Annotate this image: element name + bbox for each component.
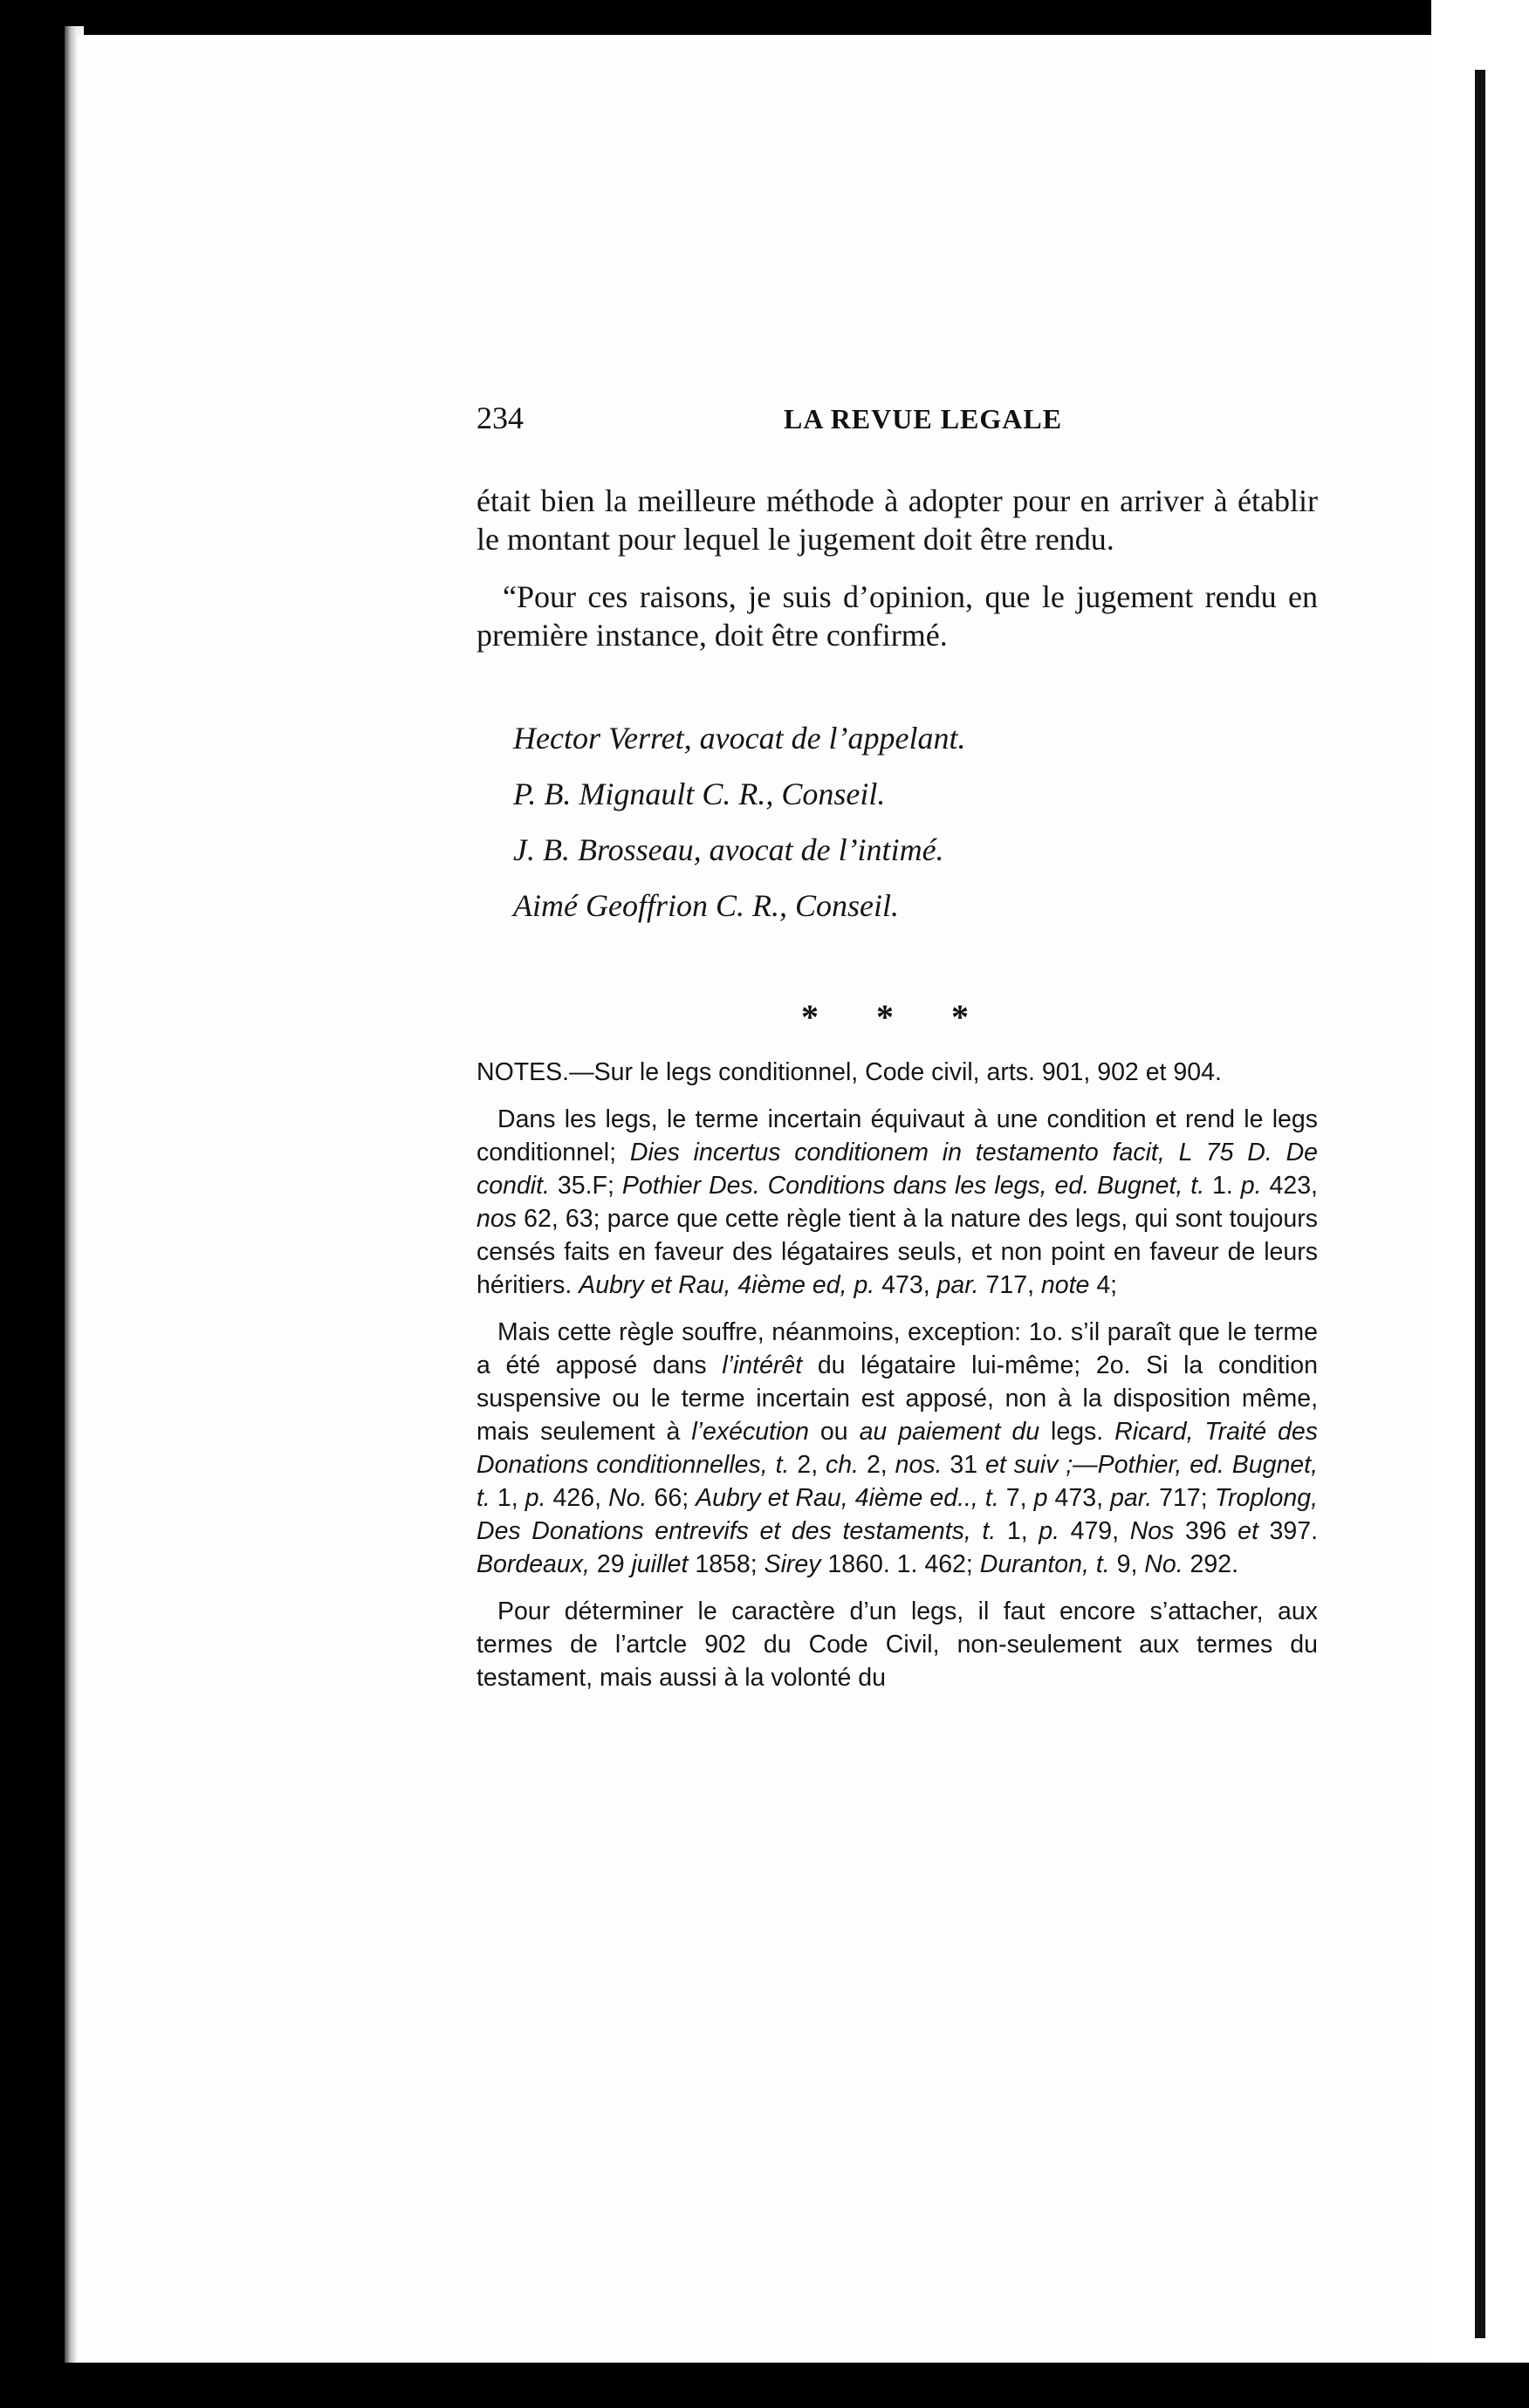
notes-heading-paragraph: NOTES.—Sur le legs conditionnel, Code civil, arts. 901, 902 et 904. bbox=[477, 1058, 1222, 1086]
section-separator: * * * bbox=[801, 997, 993, 1036]
running-head bbox=[477, 400, 1318, 443]
note-paragraph: Pour déterminer le caractère d’un legs, il faut encore s’attacher, aux termes de l’artcle 902 du Code Civil, non-seulement aux termes du testament, mais aussi à la volonté du bbox=[477, 1597, 1318, 1692]
signature-line: J. B. Brosseau, avocat de l’intimé. bbox=[513, 832, 944, 867]
signature-line: Aimé Geoffrion C. R., Conseil. bbox=[513, 888, 899, 923]
body-paragraph: “Pour ces raisons, je suis d’opinion, que le jugement rendu en première instance, doit être confirmé. bbox=[477, 579, 1318, 653]
signature-block bbox=[477, 719, 1318, 942]
page-number: 234 bbox=[477, 400, 524, 435]
body-paragraph: était bien la meilleure méthode à adopter pour en arriver à établir le montant pour lequel le jugement doit être rendu. bbox=[477, 483, 1318, 557]
note-paragraph: Mais cette règle souffre, néanmoins, exception: 1o. s’il paraît que le terme a été apposé dans l’intérêt du légataire lui-même; 2o. Si la condition suspensive ou le terme incertain est apposé, non à la disposition même, mais seulement à l’exécution ou au paiement du legs. Ricard, Traité des Donations conditionnelles, t. 2, ch. 2, nos. 31 et suiv ;—Pothier, ed. Bugnet, t. 1, p. 426, No. 66; Aubry et Rau, 4ième ed.., t. 7, p 473, par. 717; Troplong, Des Donations entrevifs et des testaments, t. 1, p. 479, Nos 396 et 397. Bordeaux, 29 juillet 1858; Sirey 1860. 1. 462; Duranton, t. 9, No. 292. bbox=[477, 1318, 1318, 1578]
signature-line: Hector Verret, avocat de l’appelant. bbox=[513, 721, 966, 756]
journal-title: LA REVUE LEGALE bbox=[784, 403, 1063, 434]
bottom-scan-border bbox=[0, 2363, 1529, 2408]
right-dark-edge bbox=[1475, 70, 1485, 2338]
main-body bbox=[477, 482, 1318, 674]
note-paragraph: Dans les legs, le terme incertain équivaut à une condition et rend le legs conditionnel; Dies incertus conditionem in testamento facit, L 75 D. De condit. 35.F; Pothier Des. Conditions dans les legs, ed. Bugnet, t. 1. p. 423, nos 62, 63; parce que cette règle tient à la nature des legs, qui sont toujours censés faits en faveur des légataires seuls, et non point en faveur de leurs héritiers. Aubry et Rau, 4ième ed, p. 473, par. 717, note 4; bbox=[477, 1105, 1318, 1299]
notes-section bbox=[477, 1056, 1318, 1708]
signature-line: P. B. Mignault C. R., Conseil. bbox=[513, 776, 886, 811]
